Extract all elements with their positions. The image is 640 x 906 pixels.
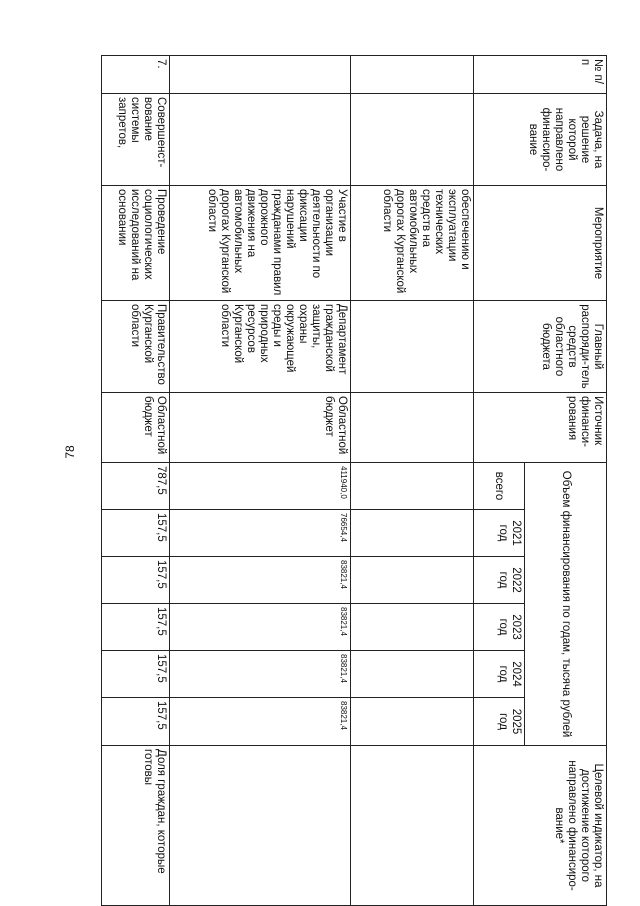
cell-indicator — [351, 746, 474, 906]
header-2021: 2021 год — [474, 510, 525, 557]
cell-manager — [351, 301, 474, 393]
header-num: № п/п — [474, 56, 607, 94]
cell-2024: 83821,4 — [170, 651, 351, 698]
cell-source: Областной бюджет — [170, 393, 351, 463]
header-volume: Объем финансирования по годам, тысяча рублей — [525, 463, 607, 746]
cell-2024: 157,5 — [102, 651, 170, 698]
cell-task — [351, 94, 474, 186]
financing-table — [101, 55, 607, 906]
header-indicator: Целевой индикатор, на достижение которого направлено финансиро-вание* — [474, 746, 607, 906]
header-manager: Главный распоряди-тель средств областного бюджета — [474, 301, 607, 393]
cell-indicator: Доля граждан, которые готовы — [102, 746, 170, 906]
cell-2022 — [351, 557, 474, 604]
page-number: 78 — [63, 445, 77, 459]
header-row — [525, 56, 607, 906]
cell-task: Совершенст-вование системы запретов, — [102, 94, 170, 186]
header-source: Источник финанси-рования — [474, 393, 607, 463]
cell-activity: Проведение социологических исследований на основании — [102, 186, 170, 301]
header-task: Задача, на решение которой направлено финансиро-вание — [474, 94, 607, 186]
cell-2024 — [351, 651, 474, 698]
cell-activity: Участие в организации деятельности по фиксации нарушений гражданами правил дорожного движения на автомобильных дорогах Курганской области — [170, 186, 351, 301]
header-2025: 2025 год — [474, 698, 525, 746]
cell-total — [351, 463, 474, 510]
cell-2022: 157,5 — [102, 557, 170, 604]
cell-manager: Департамент гражданской защиты, охраны окружающей среды и природных ресурсов Курганской области — [170, 301, 351, 393]
cell-manager: Правительство Курганской области — [102, 301, 170, 393]
cell-source: Областной бюджет — [102, 393, 170, 463]
cell-task — [170, 94, 351, 186]
header-2024: 2024 год — [474, 651, 525, 698]
cell-2025 — [351, 698, 474, 746]
financing-table-sheet — [102, 55, 607, 891]
header-2022: 2022 год — [474, 557, 525, 604]
cell-2021 — [351, 510, 474, 557]
cell-indicator — [170, 746, 351, 906]
cell-2025: 83821,4 — [170, 698, 351, 746]
cell-2021: 157,5 — [102, 510, 170, 557]
table-row — [102, 56, 170, 906]
cell-total: 411940,0 — [170, 463, 351, 510]
cell-2023: 157,5 — [102, 604, 170, 651]
cell-num — [170, 56, 351, 94]
header-activity: Мероприятие — [474, 186, 607, 301]
cell-2023 — [351, 604, 474, 651]
cell-2025: 157,5 — [102, 698, 170, 746]
header-total: всего — [474, 463, 525, 510]
cell-total: 787,5 — [102, 463, 170, 510]
cell-2022: 83821,4 — [170, 557, 351, 604]
cell-2023: 83821,4 — [170, 604, 351, 651]
cell-num — [351, 56, 474, 94]
cell-2021: 76654,4 — [170, 510, 351, 557]
cell-num: 7. — [102, 56, 170, 94]
cell-source — [351, 393, 474, 463]
header-2023: 2023 год — [474, 604, 525, 651]
table-row — [351, 56, 474, 906]
cell-activity: обеспечению и эксплуатации технических средств на автомобильных дорогах Курганской области — [351, 186, 474, 301]
table-row — [170, 56, 351, 906]
